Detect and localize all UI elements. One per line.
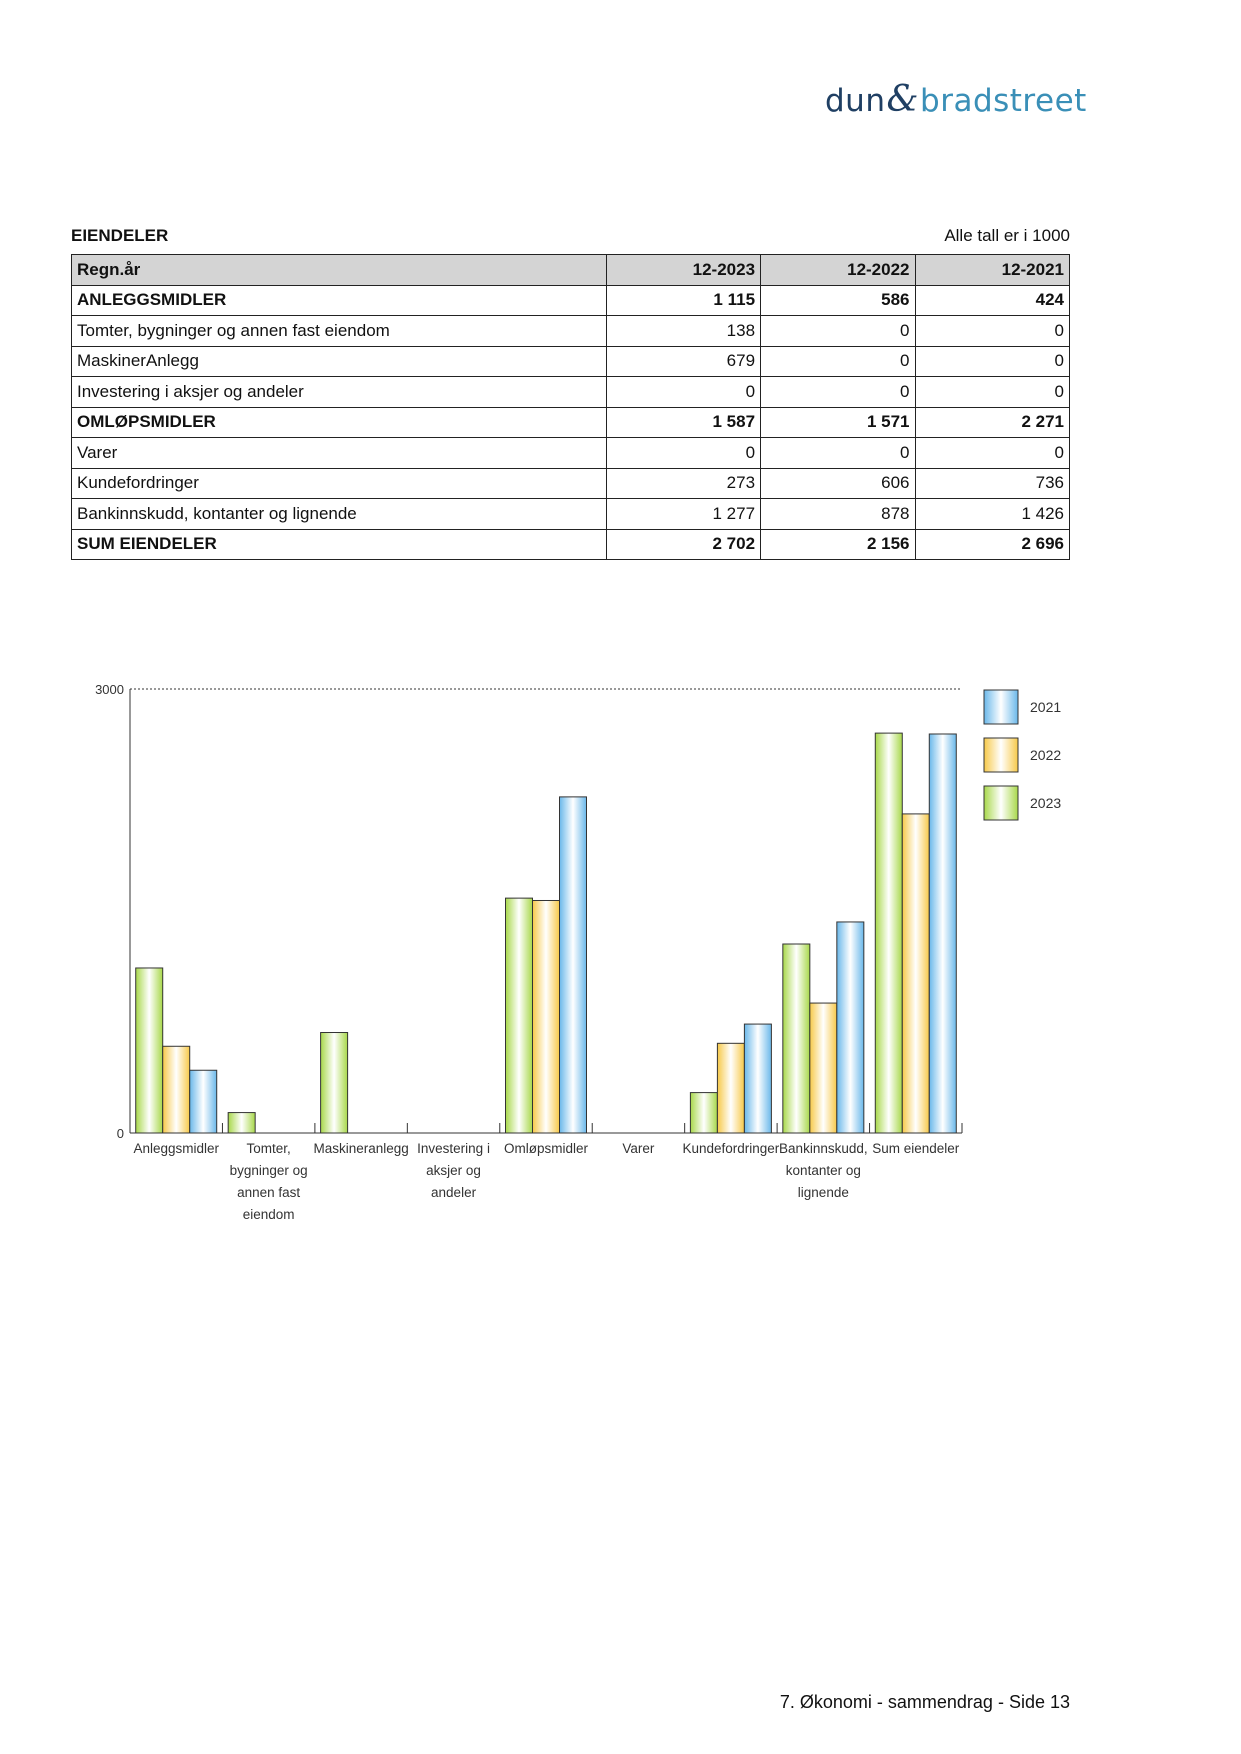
row-value: 273 (606, 468, 760, 499)
table-row (72, 377, 1070, 408)
bar-2023 (506, 898, 533, 1133)
row-value: 1 587 (606, 407, 760, 438)
legend-swatch-2021 (984, 690, 1018, 724)
x-tick-label: Sum eiendeler (872, 1141, 960, 1156)
row-value: 0 (761, 346, 915, 377)
row-value: 1 426 (915, 499, 1070, 530)
company-logo (825, 78, 1087, 122)
row-value: 0 (761, 438, 915, 469)
row-value: 0 (915, 346, 1070, 377)
bar-2023 (875, 733, 902, 1133)
row-value: 0 (915, 316, 1070, 347)
x-tick-label: Anleggsmidler (133, 1141, 219, 1156)
table-row (72, 438, 1070, 469)
logo-text-dun: dun (825, 83, 886, 119)
row-value: 1 277 (606, 499, 760, 530)
table-row (72, 346, 1070, 377)
row-value: 0 (761, 377, 915, 408)
logo-text-bradstreet: bradstreet (920, 83, 1087, 119)
table-row (72, 499, 1070, 530)
row-label: ANLEGGSMIDLER (72, 285, 607, 316)
row-label: Kundefordringer (72, 468, 607, 499)
row-value: 0 (915, 377, 1070, 408)
row-value: 424 (915, 285, 1070, 316)
row-value: 606 (761, 468, 915, 499)
row-value: 0 (915, 438, 1070, 469)
table-row (72, 407, 1070, 438)
table-row (72, 468, 1070, 499)
row-label: OMLØPSMIDLER (72, 407, 607, 438)
assets-table (71, 254, 1070, 560)
legend-label: 2022 (1030, 747, 1062, 763)
bar-2022 (717, 1043, 744, 1133)
table-header-row (72, 255, 1070, 286)
row-value: 679 (606, 346, 760, 377)
row-value: 1 571 (761, 407, 915, 438)
bar-2022 (163, 1046, 190, 1133)
x-tick-label: andeler (431, 1185, 477, 1200)
row-label: Bankinnskudd, kontanter og lignende (72, 499, 607, 530)
logo-ampersand: & (886, 79, 920, 120)
row-label: Tomter, bygninger og annen fast eiendom (72, 316, 607, 347)
header-cell-2022: 12-2022 (761, 255, 915, 286)
row-label: SUM EIENDELER (72, 529, 607, 560)
bar-2022 (533, 900, 560, 1133)
table-row (72, 529, 1070, 560)
bar-2023 (690, 1093, 717, 1133)
row-value: 0 (761, 316, 915, 347)
x-tick-label: Bankinnskudd, (779, 1141, 868, 1156)
bar-2021 (744, 1024, 771, 1133)
bar-2021 (929, 734, 956, 1133)
assets-table-body (72, 255, 1070, 560)
row-value: 2 271 (915, 407, 1070, 438)
header-cell-2023: 12-2023 (606, 255, 760, 286)
x-tick-label: annen fast (237, 1185, 301, 1200)
bar-2023 (136, 968, 163, 1133)
x-tick-label: bygninger og (229, 1163, 308, 1178)
row-value: 586 (761, 285, 915, 316)
bar-2023 (783, 944, 810, 1133)
x-tick-label: kontanter og (785, 1163, 861, 1178)
table-row (72, 285, 1070, 316)
x-tick-label: eiendom (242, 1207, 295, 1222)
bar-2022 (810, 1003, 837, 1133)
y-tick-label: 0 (116, 1126, 124, 1141)
bar-2023 (228, 1113, 255, 1133)
x-tick-label: Maskineranlegg (313, 1141, 409, 1156)
header-cell-2021: 12-2021 (915, 255, 1070, 286)
row-label: Varer (72, 438, 607, 469)
bar-2022 (902, 814, 929, 1133)
row-value: 0 (606, 377, 760, 408)
x-tick-label: aksjer og (426, 1163, 481, 1178)
legend-label: 2021 (1030, 699, 1062, 715)
x-tick-label: Investering i (417, 1141, 490, 1156)
legend-swatch-2023 (984, 786, 1018, 820)
row-value: 1 115 (606, 285, 760, 316)
section-title: EIENDELER (71, 226, 169, 245)
bar-2021 (837, 922, 864, 1133)
legend-swatch-2022 (984, 738, 1018, 772)
bar-2023 (321, 1033, 348, 1133)
bar-2021 (560, 797, 587, 1133)
row-value: 736 (915, 468, 1070, 499)
header-cell-label: Regn.år (72, 255, 607, 286)
row-label: Investering i aksjer og andeler (72, 377, 607, 408)
bar-2021 (190, 1070, 217, 1133)
row-value: 2 702 (606, 529, 760, 560)
x-tick-label: Tomter, (246, 1141, 291, 1156)
row-label: MaskinerAnlegg (72, 346, 607, 377)
x-tick-label: Kundefordringer (682, 1141, 780, 1156)
unit-note: Alle tall er i 1000 (944, 226, 1070, 245)
row-value: 138 (606, 316, 760, 347)
y-tick-label: 3000 (95, 682, 124, 697)
row-value: 2 156 (761, 529, 915, 560)
row-value: 2 696 (915, 529, 1070, 560)
legend-label: 2023 (1030, 795, 1062, 811)
x-tick-label: lignende (797, 1185, 849, 1200)
table-row (72, 316, 1070, 347)
x-tick-label: Varer (622, 1141, 655, 1156)
page-footer: 7. Økonomi - sammendrag - Side 13 (779, 1692, 1070, 1712)
row-value: 0 (606, 438, 760, 469)
row-value: 878 (761, 499, 915, 530)
x-tick-label: Omløpsmidler (503, 1141, 589, 1156)
